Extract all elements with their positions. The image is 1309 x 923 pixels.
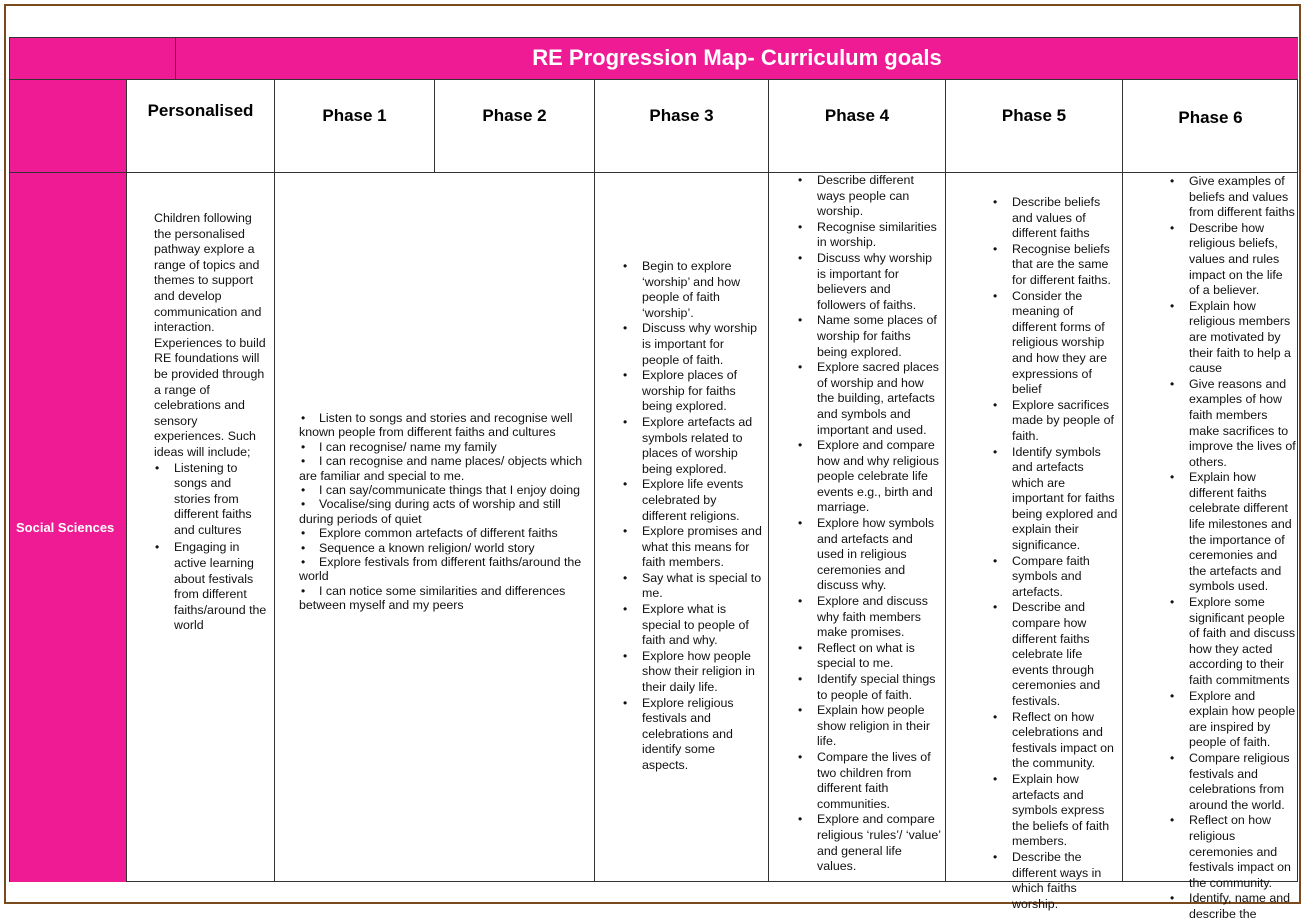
list-item: • Discuss why worship is important for believers and followers of faiths. xyxy=(817,251,941,313)
list-item: • Explore life events celebrated by different religions. xyxy=(642,477,764,524)
phase-1-2-cell xyxy=(275,173,595,882)
list-item: • Reflect on what is special to me. xyxy=(817,641,941,672)
list-item: • Engaging in active learning about festivals from different faiths/around the world xyxy=(174,540,270,634)
list-item: • Explore and discuss why faith members make promises. xyxy=(817,594,941,641)
list-item: • Recognise similarities in worship. xyxy=(817,220,941,251)
phase-3-list xyxy=(622,259,764,774)
table-title: RE Progression Map- Curriculum goals xyxy=(176,38,1298,80)
list-item: • Begin to explore ‘worship’ and how people of faith ‘worship’. xyxy=(642,259,764,321)
list-item: • Recognise beliefs that are the same for different faiths. xyxy=(1012,242,1118,289)
list-item: • Give reasons and examples of how faith members make sacrifices to improve the lives of others. xyxy=(1189,377,1296,471)
list-item: • Explore how symbols and artefacts and used in religious ceremonies and discuss why. xyxy=(817,516,941,594)
list-item: • I can recognise and name places/ objects which are familiar and special to me. xyxy=(299,454,588,483)
list-item: • Name some places of worship for faiths being explored. xyxy=(817,313,941,360)
list-item: • Explore religious festivals and celebrations and identify some aspects. xyxy=(642,696,764,774)
list-item: • Consider the meaning of different forms of religious worship and how they are expressions of belief xyxy=(1012,289,1118,398)
list-item: • Listening to songs and stories from different faiths and cultures xyxy=(174,461,270,539)
phase-1-2-list xyxy=(299,411,588,613)
list-item: • Compare the lives of two children from different faith communities. xyxy=(817,750,941,812)
phase-6-cell xyxy=(1123,173,1298,921)
personalised-cell xyxy=(127,173,275,882)
list-item: • I can notice some similarities and differences between myself and my peers xyxy=(299,584,588,613)
list-item: • Explore sacrifices made by people of faith. xyxy=(1012,398,1118,445)
header-corner-cell xyxy=(10,80,127,173)
phase-4-cell xyxy=(769,173,946,882)
list-item: • Explore what is special to people of faith and why. xyxy=(642,602,764,649)
list-item: • Describe and compare how different faiths celebrate life events through ceremonies and festivals. xyxy=(1012,600,1118,709)
list-item: • Explore and compare religious ‘rules’/ ‘value’ and general life values. xyxy=(817,812,941,874)
list-item: • Describe different ways people can worship. xyxy=(817,173,941,220)
list-item: • Compare religious festivals and celebrations from around the world. xyxy=(1189,751,1296,813)
list-item: • Explore artefacts ad symbols related to places of worship being explored. xyxy=(642,415,764,477)
list-item: • Describe beliefs and values of different faiths xyxy=(1012,195,1118,242)
phase-5-cell xyxy=(946,173,1123,911)
list-item: • Explore promises and what this means for faith members. xyxy=(642,524,764,571)
list-item: • Explain how artefacts and symbols express the beliefs of faith members. xyxy=(1012,772,1118,850)
list-item: • Discuss why worship is important for people of faith. xyxy=(642,321,764,368)
list-item: • Explore common artefacts of different faiths xyxy=(299,526,588,540)
header-phase-1: Phase 1 xyxy=(275,80,435,173)
header-phase-3: Phase 3 xyxy=(595,80,769,173)
personalised-intro: Children following the personalised pathway explore a range of topics and themes to support and develop communication and interaction. Experiences to build RE foundations will be provided through a range of celebrations and sensory experiences. Such ideas will include; xyxy=(154,211,266,459)
header-phase-2: Phase 2 xyxy=(435,80,595,173)
list-item: • Vocalise/sing during acts of worship and still during periods of quiet xyxy=(299,497,588,526)
row-label-social-sciences: Social Sciences xyxy=(10,173,127,882)
progression-table xyxy=(9,37,1298,921)
header-phase-5: Phase 5 xyxy=(946,80,1123,173)
list-item: • Sequence a known religion/ world story xyxy=(299,541,588,555)
personalised-list xyxy=(154,461,270,635)
list-item: • Explore festivals from different faiths/around the world xyxy=(299,555,588,584)
list-item: • Explore and compare how and why religious people celebrate life events e.g., birth and marriage. xyxy=(817,438,941,516)
list-item: • Explore and explain how people are inspired by people of faith. xyxy=(1189,689,1296,751)
list-item: • Explore sacred places of worship and how the building, artefacts and symbols and important and used. xyxy=(817,360,941,438)
list-item: • Explore how people show their religion in their daily life. xyxy=(642,649,764,696)
header-phase-4: Phase 4 xyxy=(769,80,946,173)
list-item: • Reflect on how religious ceremonies and festivals impact on the community. xyxy=(1189,813,1296,891)
header-phase-6: Phase 6 xyxy=(1123,80,1298,173)
list-item: • Compare faith symbols and artefacts. xyxy=(1012,554,1118,601)
phase-5-list xyxy=(992,195,1118,912)
header-personalised: Personalised xyxy=(127,80,275,173)
list-item: • Explore some significant people of faith and discuss how they acted according to their faith commitments xyxy=(1189,595,1296,689)
list-item: • Identify special things to people of faith. xyxy=(817,672,941,703)
phase-6-list xyxy=(1169,174,1296,923)
list-item: • Explore places of worship for faiths being explored. xyxy=(642,368,764,415)
list-item: • Describe the different ways in which faiths worship. xyxy=(1012,850,1118,912)
list-item: • Say what is special to me. xyxy=(642,571,764,602)
list-item: • Identify symbols and artefacts which are important for faiths being explored and explain their significance. xyxy=(1012,445,1118,554)
list-item: • Explain how different faiths celebrate different life milestones and the importance of ceremonies and the artefacts and symbols used. xyxy=(1189,470,1296,595)
list-item: • Give examples of beliefs and values from different faiths xyxy=(1189,174,1296,221)
title-corner-cell xyxy=(10,38,176,80)
list-item: • Explain how religious members are motivated by their faith to help a cause xyxy=(1189,299,1296,377)
phase-4-list xyxy=(797,173,941,875)
list-item: • Reflect on how celebrations and festivals impact on the community. xyxy=(1012,710,1118,772)
list-item: • Explain how people show religion in their life. xyxy=(817,703,941,750)
list-item: • Identify, name and describe the xyxy=(1189,891,1296,922)
list-item: • Describe how religious beliefs, values and rules impact on the life of a believer. xyxy=(1189,221,1296,299)
list-item: • Listen to songs and stories and recognise well known people from different faiths and cultures xyxy=(299,411,588,440)
list-item: • I can say/communicate things that I enjoy doing xyxy=(299,483,588,497)
phase-3-cell xyxy=(595,173,769,882)
list-item: • I can recognise/ name my family xyxy=(299,440,588,454)
